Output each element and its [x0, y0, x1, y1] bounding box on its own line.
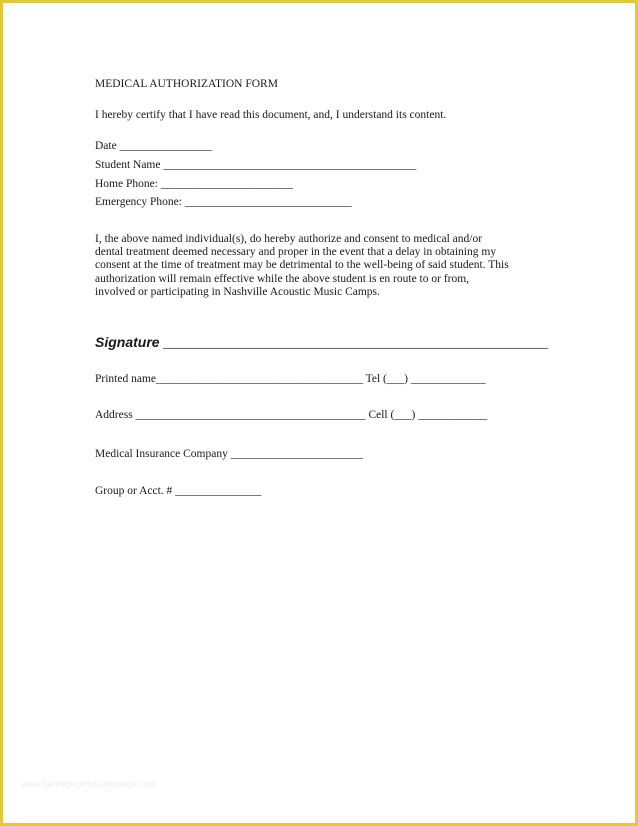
consent-paragraph [95, 233, 555, 299]
consent-line: I, the above named individual(s), do hereby authorize and consent to medical and/or [95, 233, 483, 245]
home-phone-field: Home Phone: _______________________ [95, 178, 294, 190]
signature-line: _______________________________________________________ [159, 336, 549, 351]
insurance-company-field: Medical Insurance Company _______________________ [95, 448, 363, 460]
emergency-phone-field: Emergency Phone: _____________________________ [95, 196, 352, 208]
address-field: Address ________________________________________ Cell (___) ____________ [95, 409, 488, 421]
group-account-field: Group or Acct. # _______________ [95, 485, 262, 497]
consent-line: involved or participating in Nashville Acoustic Music Camps. [95, 285, 380, 298]
consent-line: authorization will remain effective while the above student is en route to or from, [95, 272, 470, 285]
certify-statement: I hereby certify that I have read this document, and, I understand its content. [95, 109, 447, 121]
printed-name-field: Printed name____________________________________ Tel (___) _____________ [95, 373, 486, 385]
form-title: MEDICAL AUTHORIZATION FORM [95, 78, 278, 90]
consent-line: dental treatment deemed necessary and proper in the event that a delay in obtaining my [95, 246, 497, 259]
consent-line: consent at the time of treatment may be detrimental to the well-being of said student. This [95, 259, 509, 272]
signature-field [95, 333, 548, 353]
signature-label: Signature [95, 334, 160, 350]
watermark: www.heritagechristiancollege.com [21, 779, 157, 789]
date-field: Date ________________ [95, 140, 212, 152]
student-name-field: Student Name ____________________________________________ [95, 159, 417, 171]
